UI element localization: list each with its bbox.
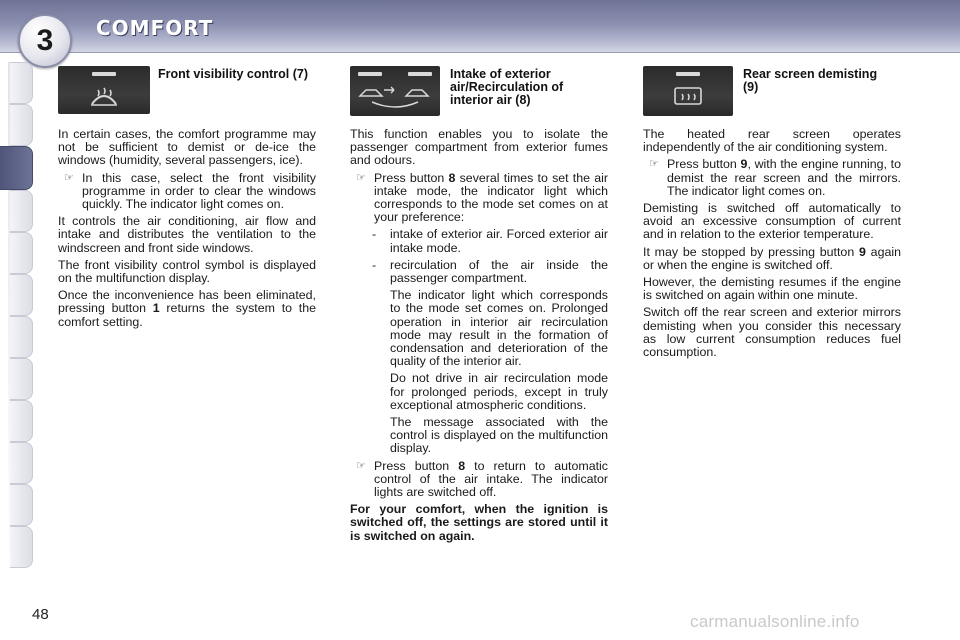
- chapter-tab[interactable]: [10, 62, 33, 104]
- paragraph: Do not drive in air recirculation mode for prolonged periods, except in truly exceptional atmospheric conditions.: [390, 371, 608, 412]
- pointing-hand-icon: ☞: [649, 158, 659, 171]
- chapter-tab[interactable]: [10, 484, 33, 526]
- page-number: 48: [32, 606, 49, 623]
- paragraph: It controls the air conditioning, air flow and intake and distributes the ventilation to the windscreen and front side windows.: [58, 214, 316, 255]
- chapter-tab[interactable]: [10, 274, 33, 316]
- chapter-tab[interactable]: [10, 400, 33, 442]
- pointing-hand-icon: ☞: [64, 171, 74, 184]
- instruction-bullet: ☞ In this case, select the front visibility programme in order to clear the windows quickly. The indicator light comes on.: [64, 170, 316, 212]
- button-number: 9: [859, 244, 866, 259]
- button-number: 1: [152, 301, 160, 316]
- air-recirculation-icon: [350, 66, 440, 116]
- chapter-tab[interactable]: [10, 442, 33, 484]
- option-item: - intake of exterior air. Forced exterior air intake mode.: [372, 227, 608, 255]
- rear-demisting-button-image: [643, 66, 733, 116]
- pointing-hand-icon: ☞: [356, 459, 366, 472]
- rear-demisting-text: [643, 128, 901, 363]
- front-visibility-text: [58, 128, 316, 333]
- paragraph: In certain cases, the comfort programme may not be sufficient to demist or de-ice the windows (humidity, several passengers, ice).: [58, 127, 316, 168]
- chapter-header: [0, 0, 960, 57]
- front-visibility-title: Front visibility control (7): [158, 67, 309, 81]
- air-intake-button-image: [350, 66, 440, 116]
- button-number: 8: [448, 170, 456, 185]
- pointing-hand-icon: ☞: [356, 171, 366, 184]
- rear-demisting-title: Rear screen demisting (9): [743, 67, 878, 94]
- bold-note: For your comfort, when the ignition is switched off, the settings are stored until it is switched on again.: [350, 502, 608, 543]
- paragraph: This function enables you to isolate the passenger compartment from exterior fumes and odours.: [350, 127, 608, 168]
- air-intake-text: [350, 128, 608, 547]
- chapter-tab[interactable]: [10, 232, 33, 274]
- chapter-tab[interactable]: [10, 526, 33, 568]
- paragraph: It may be stopped by pressing button 9 again or when the engine is switched off.: [643, 244, 902, 272]
- chapter-tab-active[interactable]: [0, 146, 33, 190]
- front-visibility-button-image: [58, 66, 150, 114]
- chapter-number-badge: 3: [18, 14, 72, 68]
- instruction-bullet: ☞ Press button 8 several times to set the air intake mode, the indicator light which corresponds to the mode set comes on at your preference:: [356, 170, 608, 225]
- chapter-tabs: [0, 62, 34, 582]
- button-number: 8: [458, 458, 466, 473]
- rear-demist-icon: [643, 66, 733, 116]
- paragraph: The front visibility control symbol is displayed on the multifunction display.: [58, 257, 316, 286]
- air-intake-title: Intake of exterior air/Recirculation of interior air (8): [450, 67, 564, 107]
- option-item: - recirculation of the air inside the passenger compartment.: [372, 257, 608, 286]
- chapter-tab[interactable]: [10, 190, 33, 232]
- paragraph: However, the demisting resumes if the engine is switched on again within one minute.: [643, 275, 901, 303]
- paragraph: Once the inconvenience has been eliminated, pressing button 1 returns the system to the comfort setting.: [58, 288, 316, 329]
- chapter-title: COMFORT: [96, 16, 214, 40]
- chapter-tab[interactable]: [10, 358, 33, 400]
- instruction-bullet: ☞ Press button 9, with the engine running, to demist the rear screen and the mirrors. The indicator light comes on.: [649, 157, 902, 198]
- paragraph: The indicator light which corresponds to the mode set comes on. Prolonged operation in interior air recirculation mode may result in the formation of condensation and deterioration of the quality of the interior air.: [390, 288, 608, 369]
- front-demist-icon: [58, 66, 150, 114]
- button-number: 9: [740, 157, 748, 172]
- paragraph: The message associated with the control is displayed on the multifunction display.: [390, 415, 608, 456]
- paragraph: The heated rear screen operates independently of the air conditioning system.: [643, 127, 901, 155]
- paragraph: Demisting is switched off automatically to avoid an excessive consumption of current and in relation to the exterior temperature.: [643, 201, 901, 242]
- paragraph: Switch off the rear screen and exterior mirrors demisting when you consider this necessary as low current consumption reduces fuel consumption.: [643, 305, 901, 360]
- watermark: carmanualsonline.info: [690, 612, 860, 631]
- instruction-bullet: ☞ Press button 8 to return to automatic control of the air intake. The indicator lights are switched off.: [356, 458, 608, 500]
- chapter-tab[interactable]: [10, 104, 33, 146]
- chapter-tab[interactable]: [10, 316, 33, 358]
